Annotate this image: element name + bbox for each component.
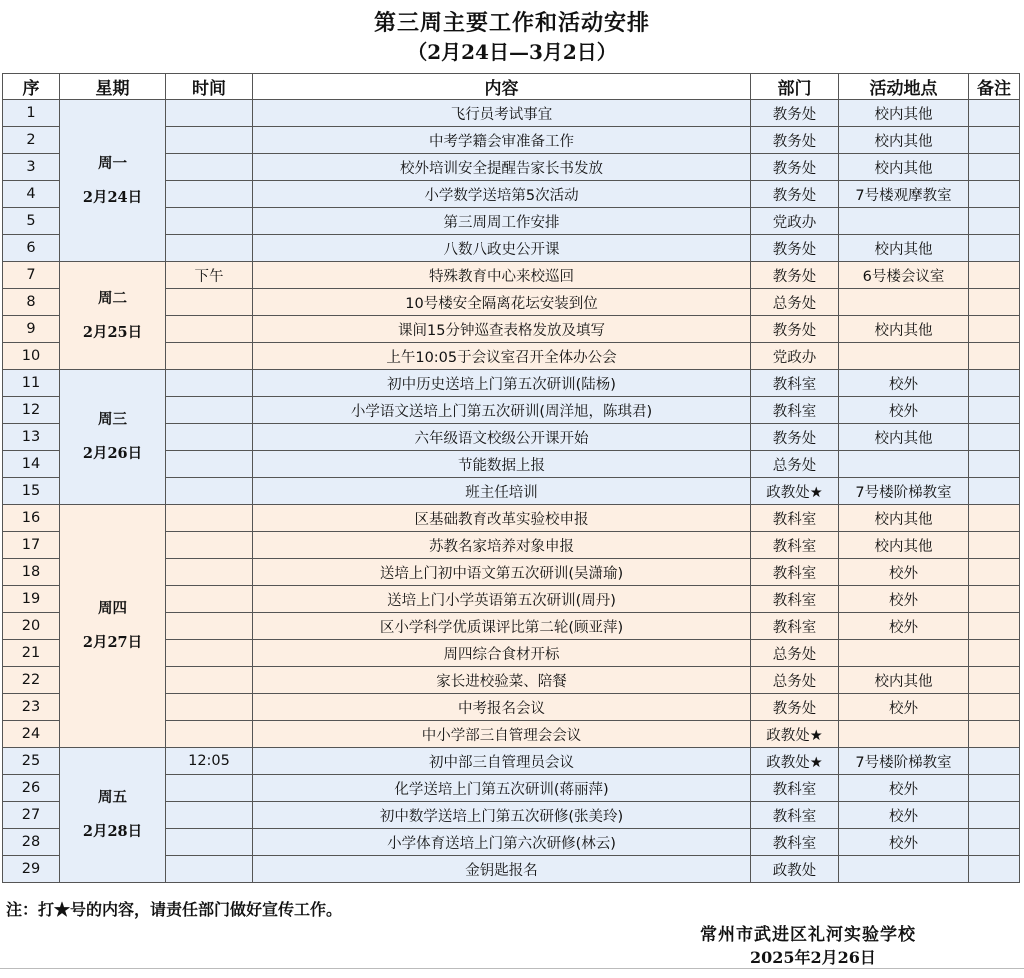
weekday-label: 周二	[98, 289, 127, 307]
content-cell: 中考报名会议	[253, 694, 751, 721]
dept-cell: 教务处	[751, 154, 839, 181]
school-name: 常州市武进区礼河实验学校	[700, 925, 916, 945]
location-cell: 校外	[839, 559, 969, 586]
time-cell	[166, 505, 253, 532]
location-cell: 校内其他	[839, 424, 969, 451]
time-cell	[166, 397, 253, 424]
content-cell: 第三周周工作安排	[253, 208, 751, 235]
remark-cell	[969, 721, 1020, 748]
content-cell: 周四综合食材开标	[253, 640, 751, 667]
location-cell: 校外	[839, 694, 969, 721]
time-cell	[166, 478, 253, 505]
time-cell	[166, 775, 253, 802]
time-cell	[166, 559, 253, 586]
time-cell: 12:05	[166, 748, 253, 775]
remark-cell	[969, 397, 1020, 424]
dept-cell: 教科室	[751, 532, 839, 559]
dept-cell: 教科室	[751, 802, 839, 829]
seq-cell: 25	[3, 748, 60, 775]
seq-cell: 9	[3, 316, 60, 343]
dept-cell: 教务处	[751, 316, 839, 343]
issue-date: 2025年2月26日	[750, 948, 876, 967]
dept-cell: 总务处	[751, 451, 839, 478]
header-seq: 序	[3, 74, 60, 100]
remark-cell	[969, 856, 1020, 883]
table-row	[3, 370, 1020, 397]
dept-cell: 教科室	[751, 586, 839, 613]
remark-cell	[969, 694, 1020, 721]
page-title: 第三周主要工作和活动安排	[373, 10, 650, 36]
time-cell	[166, 289, 253, 316]
weekday-cell	[60, 262, 166, 370]
remark-cell	[969, 775, 1020, 802]
weekday-label: 周三	[98, 411, 127, 428]
time-cell	[166, 424, 253, 451]
content-cell: 节能数据上报	[253, 451, 751, 478]
seq-cell: 6	[3, 235, 60, 262]
remark-cell	[969, 289, 1020, 316]
remark-cell	[969, 478, 1020, 505]
seq-cell: 26	[3, 775, 60, 802]
content-cell: 家长进校验菜、陪餐	[253, 667, 751, 694]
remark-cell	[969, 559, 1020, 586]
content-cell: 苏教名家培养对象申报	[253, 532, 751, 559]
location-cell: 校内其他	[839, 100, 969, 127]
dept-cell: 教务处	[751, 262, 839, 289]
header-dept: 部门	[751, 74, 839, 100]
location-cell: 6号楼会议室	[839, 262, 969, 289]
seq-cell: 21	[3, 640, 60, 667]
weekday-label: 周五	[98, 789, 127, 806]
time-cell	[166, 532, 253, 559]
location-cell: 校内其他	[839, 667, 969, 694]
time-cell	[166, 721, 253, 748]
time-cell	[166, 694, 253, 721]
seq-cell: 19	[3, 586, 60, 613]
schedule-body	[3, 100, 1020, 883]
time-cell	[166, 802, 253, 829]
remark-cell	[969, 154, 1020, 181]
header-row	[3, 74, 1020, 100]
content-cell: 中考学籍会审准备工作	[253, 127, 751, 154]
time-cell	[166, 208, 253, 235]
remark-cell	[969, 316, 1020, 343]
footnote: 注：打★号的内容，请责任部门做好宣传工作。	[6, 900, 343, 919]
content-cell: 区基础教育改革实验校申报	[253, 505, 751, 532]
remark-cell	[969, 343, 1020, 370]
table-row	[3, 262, 1020, 289]
remark-cell	[969, 424, 1020, 451]
time-cell	[166, 370, 253, 397]
location-cell: 校外	[839, 829, 969, 856]
content-cell: 八数八政史公开课	[253, 235, 751, 262]
remark-cell	[969, 748, 1020, 775]
seq-cell: 28	[3, 829, 60, 856]
content-cell: 初中历史送培上门第五次研训(陆杨)	[253, 370, 751, 397]
dept-cell: 教科室	[751, 370, 839, 397]
header-content: 内容	[253, 74, 751, 100]
seq-cell: 7	[3, 262, 60, 289]
location-cell	[839, 856, 969, 883]
remark-cell	[969, 505, 1020, 532]
remark-cell	[969, 100, 1020, 127]
content-cell: 小学体育送培上门第六次研修(林云)	[253, 829, 751, 856]
weekday-date: 2月28日	[82, 823, 143, 840]
content-cell: 金钥匙报名	[253, 856, 751, 883]
location-cell	[839, 451, 969, 478]
content-cell: 特殊教育中心来校巡回	[253, 262, 751, 289]
seq-cell: 15	[3, 478, 60, 505]
dept-cell: 教务处	[751, 424, 839, 451]
seq-cell: 16	[3, 505, 60, 532]
location-cell: 校内其他	[839, 235, 969, 262]
weekday-label: 周四	[98, 600, 127, 617]
location-cell	[839, 208, 969, 235]
time-cell: 下午	[166, 262, 253, 289]
seq-cell: 23	[3, 694, 60, 721]
dept-cell: 教务处	[751, 181, 839, 208]
remark-cell	[969, 181, 1020, 208]
location-cell: 校内其他	[839, 316, 969, 343]
remark-cell	[969, 262, 1020, 289]
table-row	[3, 100, 1020, 127]
time-cell	[166, 343, 253, 370]
remark-cell	[969, 586, 1020, 613]
location-cell: 校外	[839, 397, 969, 424]
divider	[0, 968, 1024, 969]
seq-cell: 2	[3, 127, 60, 154]
content-cell: 区小学科学优质课评比第二轮(顾亚萍)	[253, 613, 751, 640]
location-cell: 校内其他	[839, 154, 969, 181]
content-cell: 中小学部三自管理会会议	[253, 721, 751, 748]
time-cell	[166, 181, 253, 208]
weekday-cell	[60, 100, 166, 262]
content-cell: 初中数学送培上门第五次研修(张美玲)	[253, 802, 751, 829]
content-cell: 送培上门小学英语第五次研训(周丹)	[253, 586, 751, 613]
time-cell	[166, 856, 253, 883]
remark-cell	[969, 613, 1020, 640]
dept-cell: 党政办	[751, 343, 839, 370]
dept-cell: 教务处	[751, 235, 839, 262]
content-cell: 飞行员考试事宜	[253, 100, 751, 127]
header-location: 活动地点	[839, 74, 969, 100]
table-row	[3, 748, 1020, 775]
seq-cell: 14	[3, 451, 60, 478]
seq-cell: 5	[3, 208, 60, 235]
dept-cell: 教科室	[751, 775, 839, 802]
location-cell	[839, 343, 969, 370]
seq-cell: 1	[3, 100, 60, 127]
weekday-label: 周一	[98, 154, 127, 172]
location-cell: 校内其他	[839, 532, 969, 559]
dept-cell: 教务处	[751, 100, 839, 127]
content-cell: 10号楼安全隔离花坛安装到位	[253, 289, 751, 316]
weekday-cell	[60, 505, 166, 748]
dept-cell: 政教处	[751, 856, 839, 883]
weekday-cell	[60, 370, 166, 505]
content-cell: 校外培训安全提醒告家长书发放	[253, 154, 751, 181]
location-cell: 7号楼观摩教室	[839, 181, 969, 208]
time-cell	[166, 100, 253, 127]
location-cell	[839, 640, 969, 667]
dept-cell: 教务处	[751, 694, 839, 721]
seq-cell: 22	[3, 667, 60, 694]
location-cell: 校外	[839, 586, 969, 613]
remark-cell	[969, 127, 1020, 154]
content-cell: 小学数学送培第5次活动	[253, 181, 751, 208]
location-cell: 校外	[839, 370, 969, 397]
seq-cell: 17	[3, 532, 60, 559]
dept-cell: 政教处★	[751, 478, 839, 505]
content-cell: 上午10:05于会议室召开全体办公会	[253, 343, 751, 370]
location-cell	[839, 289, 969, 316]
location-cell	[839, 721, 969, 748]
time-cell	[166, 154, 253, 181]
dept-cell: 政教处★	[751, 748, 839, 775]
dept-cell: 教科室	[751, 613, 839, 640]
weekday-date: 2月26日	[82, 445, 143, 462]
dept-cell: 总务处	[751, 289, 839, 316]
seq-cell: 18	[3, 559, 60, 586]
dept-cell: 教科室	[751, 505, 839, 532]
remark-cell	[969, 208, 1020, 235]
remark-cell	[969, 532, 1020, 559]
content-cell: 课间15分钟巡查表格发放及填写	[253, 316, 751, 343]
time-cell	[166, 829, 253, 856]
time-cell	[166, 316, 253, 343]
weekday-date: 2月24日	[82, 188, 143, 206]
header-time: 时间	[166, 74, 253, 100]
seq-cell: 8	[3, 289, 60, 316]
remark-cell	[969, 235, 1020, 262]
location-cell: 校外	[839, 613, 969, 640]
content-cell: 送培上门初中语文第五次研训(吴潇瑜)	[253, 559, 751, 586]
seq-cell: 11	[3, 370, 60, 397]
remark-cell	[969, 667, 1020, 694]
location-cell: 校内其他	[839, 127, 969, 154]
location-cell: 校外	[839, 802, 969, 829]
remark-cell	[969, 802, 1020, 829]
seq-cell: 27	[3, 802, 60, 829]
dept-cell: 教科室	[751, 397, 839, 424]
dept-cell: 教务处	[751, 127, 839, 154]
time-cell	[166, 667, 253, 694]
content-cell: 班主任培训	[253, 478, 751, 505]
weekday-cell	[60, 748, 166, 883]
seq-cell: 12	[3, 397, 60, 424]
table-row	[3, 505, 1020, 532]
seq-cell: 3	[3, 154, 60, 181]
location-cell: 校内其他	[839, 505, 969, 532]
dept-cell: 党政办	[751, 208, 839, 235]
dept-cell: 教科室	[751, 829, 839, 856]
weekday-date: 2月27日	[82, 634, 143, 651]
seq-cell: 24	[3, 721, 60, 748]
time-cell	[166, 586, 253, 613]
time-cell	[166, 127, 253, 154]
time-cell	[166, 451, 253, 478]
time-cell	[166, 613, 253, 640]
seq-cell: 13	[3, 424, 60, 451]
time-cell	[166, 235, 253, 262]
content-cell: 初中部三自管理员会议	[253, 748, 751, 775]
header-weekday: 星期	[60, 74, 166, 100]
location-cell: 校外	[839, 775, 969, 802]
location-cell: 7号楼阶梯教室	[839, 748, 969, 775]
dept-cell: 总务处	[751, 640, 839, 667]
content-cell: 化学送培上门第五次研训(蒋丽萍)	[253, 775, 751, 802]
dept-cell: 政教处★	[751, 721, 839, 748]
remark-cell	[969, 640, 1020, 667]
dept-cell: 教科室	[751, 559, 839, 586]
time-cell	[166, 640, 253, 667]
remark-cell	[969, 370, 1020, 397]
date-range-subtitle: （2月24日—3月2日）	[407, 40, 617, 64]
seq-cell: 29	[3, 856, 60, 883]
dept-cell: 总务处	[751, 667, 839, 694]
remark-cell	[969, 451, 1020, 478]
schedule-table	[2, 73, 1020, 883]
content-cell: 六年级语文校级公开课开始	[253, 424, 751, 451]
seq-cell: 4	[3, 181, 60, 208]
seq-cell: 10	[3, 343, 60, 370]
weekday-date: 2月25日	[82, 323, 143, 341]
content-cell: 小学语文送培上门第五次研训(周洋旭，陈琪君)	[253, 397, 751, 424]
location-cell: 7号楼阶梯教室	[839, 478, 969, 505]
remark-cell	[969, 829, 1020, 856]
header-remark: 备注	[969, 74, 1020, 100]
seq-cell: 20	[3, 613, 60, 640]
